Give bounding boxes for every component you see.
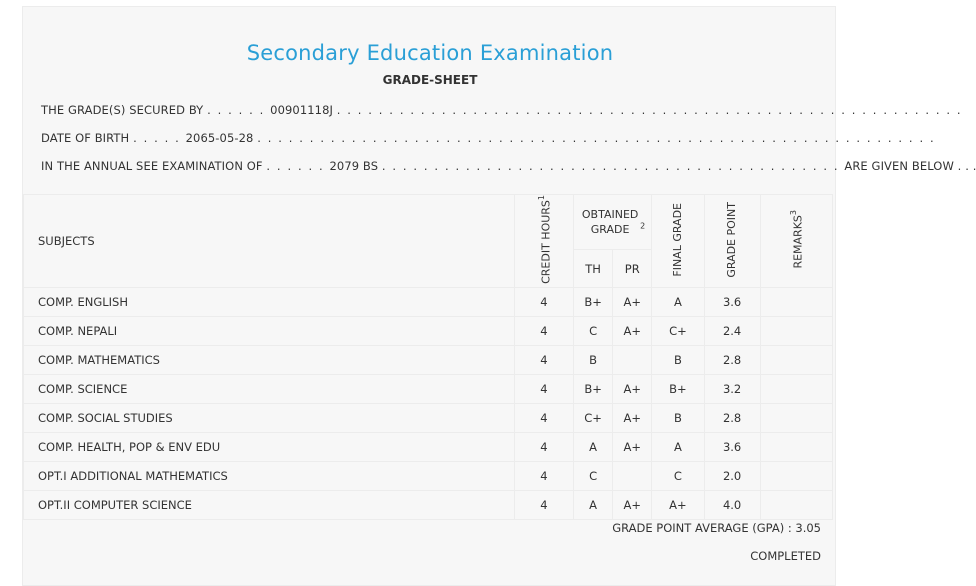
remarks-header: REMARKS$^3$ [760,195,832,288]
table-row [24,490,833,519]
grade-point-cell: 4.0 [704,490,760,519]
subject-cell: COMP. MATHEMATICS [24,345,515,374]
table-row [24,374,833,403]
final-grade-cell: B [652,345,704,374]
grades-table [23,194,833,520]
status-text: COMPLETED [750,549,821,563]
gpa-label: GRADE POINT AVERAGE (GPA) : [612,521,792,535]
credit-cell: 4 [514,287,573,316]
exam-suffix: ARE GIVEN BELOW . . . [844,159,976,173]
grade-point-cell: 3.6 [704,432,760,461]
credit-cell: 4 [514,345,573,374]
credit-cell: 4 [514,432,573,461]
page-title: Secondary Education Examination [246,41,614,65]
grade-point-cell: 3.2 [704,374,760,403]
table-row [24,461,833,490]
remarks-cell [760,287,832,316]
table-row [24,287,833,316]
subject-cell: OPT.II COMPUTER SCIENCE [24,490,515,519]
remarks-cell [760,403,832,432]
subject-cell: COMP. SCIENCE [24,374,515,403]
pr-grade-cell: A+ [613,316,652,345]
remarks-cell [760,374,832,403]
gpa-line [612,521,821,535]
th-header: TH [574,250,613,288]
final-grade-cell: A [652,432,704,461]
final-grade-cell: A+ [652,490,704,519]
secured-label: THE GRADE(S) SECURED BY [41,103,204,117]
remarks-cell [760,316,832,345]
grade-point-cell: 2.8 [704,345,760,374]
subject-cell: COMP. NEPALI [24,316,515,345]
th-grade-cell: B+ [574,287,613,316]
table-row [24,345,833,374]
table-row [24,432,833,461]
credit-cell: 4 [514,403,573,432]
table-row [24,316,833,345]
subject-cell: OPT.I ADDITIONAL MATHEMATICS [24,461,515,490]
final-grade-cell: C+ [652,316,704,345]
pr-grade-cell: A+ [613,374,652,403]
exam-label: IN THE ANNUAL SEE EXAMINATION OF [41,159,263,173]
credit-cell: 4 [514,374,573,403]
pr-grade-cell: A+ [613,432,652,461]
gpa-value: 3.05 [795,521,821,535]
dob-label: DATE OF BIRTH [41,131,130,145]
pr-grade-cell: A+ [613,287,652,316]
page-subtitle: GRADE-SHEET [382,73,478,87]
grade-sheet [22,6,976,586]
pr-grade-cell: A+ [613,403,652,432]
credit-cell: 4 [514,490,573,519]
subject-cell: COMP. ENGLISH [24,287,515,316]
pr-grade-cell [613,461,652,490]
secured-value: 00901118J [270,103,333,117]
grade-point-cell: 2.0 [704,461,760,490]
th-grade-cell: A [574,432,613,461]
pr-header: PR [613,250,652,288]
pr-grade-cell: A+ [613,490,652,519]
grade-point-cell: 2.8 [704,403,760,432]
th-grade-cell: A [574,490,613,519]
remarks-cell [760,345,832,374]
obtained-grade-header: OBTAINED GRADE $^2$ [574,195,652,250]
credit-cell: 4 [514,316,573,345]
final-grade-cell: B+ [652,374,704,403]
grade-point-header: GRADE POINT [704,195,760,288]
th-grade-cell: B+ [574,374,613,403]
th-grade-cell: C+ [574,403,613,432]
th-grade-cell: C [574,316,613,345]
subject-cell: COMP. HEALTH, POP & ENV EDU [24,432,515,461]
remarks-cell [760,461,832,490]
info-secured-line: THE GRADE(S) SECURED BY . . . . . . 00901118J . . . . . . . . . . . . . . . . . . . . . . . . . . . . . . . . . . . . . . . . . . . . . . . . . . . . . . . . . . . . [41,103,963,117]
dob-value: 2065-05-28 [185,131,254,145]
grade-point-cell: 3.6 [704,287,760,316]
final-grade-cell: B [652,403,704,432]
table-row [24,403,833,432]
pr-grade-cell [613,345,652,374]
remarks-cell [760,490,832,519]
subject-cell: COMP. SOCIAL STUDIES [24,403,515,432]
subjects-header: SUBJECTS [24,195,515,288]
th-grade-cell: B [574,345,613,374]
final-grade-cell: A [652,287,704,316]
th-grade-cell: C [574,461,613,490]
credit-hours-header: CREDIT HOURS$^1$ [514,195,573,288]
info-exam-line: IN THE ANNUAL SEE EXAMINATION OF . . . . . . 2079 BS . . . . . . . . . . . . . . . . . . . . . . . . . . . . . . . . . . . . . . . . . . . . ARE GIVEN BELOW . . . [41,159,976,173]
final-grade-cell: C [652,461,704,490]
remarks-cell [760,432,832,461]
exam-value: 2079 BS [329,159,379,173]
grade-point-cell: 2.4 [704,316,760,345]
credit-cell: 4 [514,461,573,490]
info-dob-line: DATE OF BIRTH . . . . . 2065-05-28 . . . . . . . . . . . . . . . . . . . . . . . . . . . . . . . . . . . . . . . . . . . . . . . . . . . . . . . . . . . . . . . . . [41,131,936,145]
final-grade-header: FINAL GRADE [652,195,704,288]
